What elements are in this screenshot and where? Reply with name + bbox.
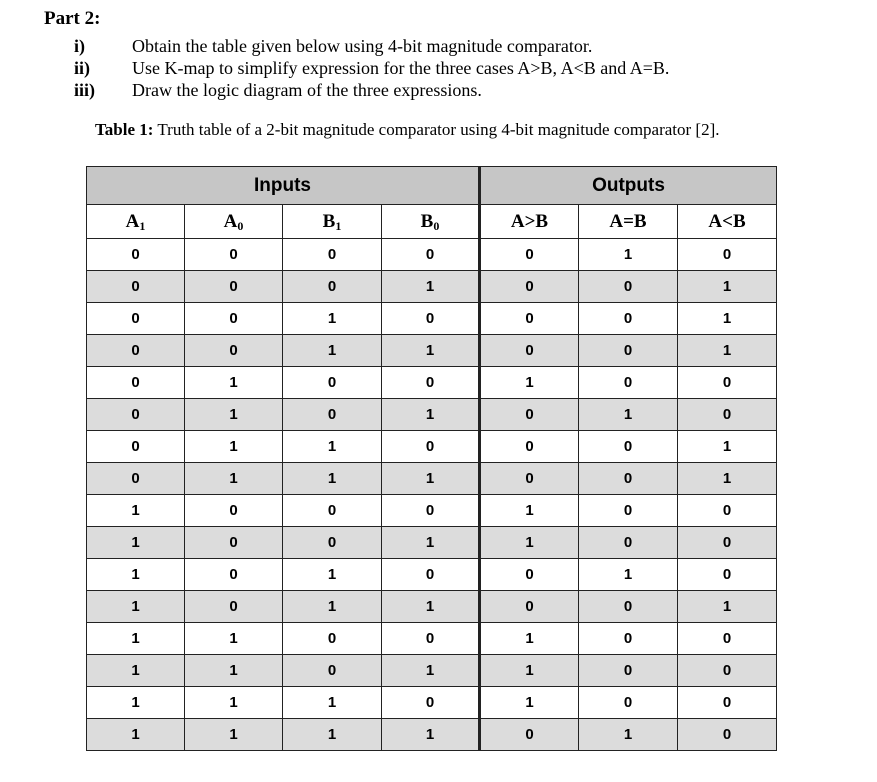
table-row (87, 687, 777, 719)
table-cell: 0 (185, 527, 283, 559)
table-cell: 0 (87, 271, 185, 303)
table-cell: 1 (382, 271, 480, 303)
table-cell: 0 (579, 431, 678, 463)
table-cell: 0 (283, 367, 382, 399)
table-cell: 0 (480, 559, 579, 591)
table-cell: 0 (87, 239, 185, 271)
table-cell: 1 (185, 623, 283, 655)
table-cell: 0 (678, 527, 777, 559)
outputs-header: Outputs (480, 167, 777, 205)
column-header: A<B (678, 205, 777, 239)
table-cell: 0 (480, 271, 579, 303)
table-cell: 1 (678, 431, 777, 463)
table-cell: 0 (579, 623, 678, 655)
table-cell: 1 (185, 687, 283, 719)
table-cell: 1 (185, 399, 283, 431)
table-cell: 1 (480, 623, 579, 655)
table-cell: 0 (382, 495, 480, 527)
table-cell: 0 (185, 591, 283, 623)
task-number: ii) (74, 58, 90, 78)
table-row (87, 367, 777, 399)
table-cell: 0 (382, 303, 480, 335)
table-cell: 0 (382, 623, 480, 655)
table-row (87, 591, 777, 623)
column-header: $A_1$ (87, 205, 185, 239)
table-cell: 1 (87, 591, 185, 623)
table-cell: 1 (382, 719, 480, 751)
table-cell: 1 (678, 463, 777, 495)
truth-table (86, 166, 777, 751)
table-cell: 0 (87, 303, 185, 335)
table-cell: 1 (185, 367, 283, 399)
table-cell: 0 (579, 463, 678, 495)
table-cell: 1 (678, 303, 777, 335)
table-cell: 0 (382, 239, 480, 271)
table-cell: 1 (283, 591, 382, 623)
table-cell: 1 (382, 591, 480, 623)
table-cell: 0 (382, 559, 480, 591)
table-row (87, 399, 777, 431)
table-cell: 0 (678, 687, 777, 719)
table-cell: 1 (87, 655, 185, 687)
table-cell: 0 (185, 559, 283, 591)
table-cell: 0 (185, 239, 283, 271)
task-number: iii) (74, 80, 95, 100)
task-text: Use K-map to simplify expression for the three cases A>B, A<B and A=B. (132, 58, 670, 78)
table-cell: 0 (480, 591, 579, 623)
table-cell: 0 (579, 367, 678, 399)
table-cell: 0 (678, 495, 777, 527)
table-cell: 0 (579, 527, 678, 559)
table-cell: 1 (87, 495, 185, 527)
task-text: Draw the logic diagram of the three expressions. (132, 80, 482, 100)
table-cell: 0 (185, 303, 283, 335)
column-header-row (87, 205, 777, 239)
table-cell: 0 (382, 431, 480, 463)
table-cell: 1 (185, 463, 283, 495)
truth-table-body (87, 239, 777, 751)
table-cell: 1 (87, 623, 185, 655)
table-cell: 0 (87, 335, 185, 367)
table-cell: 0 (382, 367, 480, 399)
table-row (87, 271, 777, 303)
table-cell: 1 (185, 431, 283, 463)
table-row (87, 239, 777, 271)
table-cell: 0 (87, 399, 185, 431)
table-cell: 1 (382, 335, 480, 367)
table-row (87, 303, 777, 335)
column-header: $A_0$ (185, 205, 283, 239)
table-cell: 0 (283, 527, 382, 559)
table-cell: 1 (185, 655, 283, 687)
table-cell: 0 (678, 623, 777, 655)
table-cell: 0 (283, 271, 382, 303)
table-cell: 0 (678, 655, 777, 687)
table-row (87, 335, 777, 367)
table-cell: 1 (382, 399, 480, 431)
column-header: A>B (480, 205, 579, 239)
table-cell: 1 (87, 719, 185, 751)
column-header: $B_0$ (382, 205, 480, 239)
table-cell: 0 (678, 239, 777, 271)
inputs-header: Inputs (87, 167, 480, 205)
table-cell: 1 (579, 559, 678, 591)
table-cell: 0 (579, 303, 678, 335)
table-row (87, 623, 777, 655)
table-row (87, 559, 777, 591)
table-cell: 0 (283, 495, 382, 527)
table-cell: 1 (283, 719, 382, 751)
table-cell: 1 (480, 655, 579, 687)
table-cell: 1 (283, 335, 382, 367)
table-cell: 0 (480, 303, 579, 335)
table-cell: 1 (87, 559, 185, 591)
table-cell: 0 (480, 399, 579, 431)
table-cell: 1 (678, 335, 777, 367)
table-cell: 1 (283, 687, 382, 719)
table-cell: 1 (480, 527, 579, 559)
table-cell: 0 (480, 431, 579, 463)
table-row (87, 527, 777, 559)
table-cell: 0 (579, 591, 678, 623)
table-cell: 0 (678, 559, 777, 591)
table-cell: 1 (283, 431, 382, 463)
table-cell: 0 (579, 655, 678, 687)
task-text: Obtain the table given below using 4-bit magnitude comparator. (132, 36, 593, 56)
table-caption (95, 120, 720, 140)
table-cell: 1 (579, 399, 678, 431)
table-cell: 1 (283, 559, 382, 591)
table-row (87, 655, 777, 687)
table-cell: 0 (480, 463, 579, 495)
table-cell: 0 (382, 687, 480, 719)
table-cell: 1 (480, 495, 579, 527)
table-cell: 1 (185, 719, 283, 751)
table-cell: 0 (185, 335, 283, 367)
table-cell: 1 (678, 271, 777, 303)
table-cell: 1 (480, 367, 579, 399)
table-cell: 0 (480, 239, 579, 271)
table-cell: 0 (283, 239, 382, 271)
table-cell: 1 (480, 687, 579, 719)
table-cell: 0 (185, 271, 283, 303)
table-cell: 1 (678, 591, 777, 623)
table-cell: 0 (185, 495, 283, 527)
table-row (87, 431, 777, 463)
part-title: Part 2: (44, 8, 101, 29)
table-cell: 0 (579, 335, 678, 367)
table-cell: 1 (579, 719, 678, 751)
table-cell: 0 (678, 367, 777, 399)
table-cell: 1 (579, 239, 678, 271)
table-cell: 0 (579, 271, 678, 303)
table-cell: 0 (87, 367, 185, 399)
table-cell: 1 (87, 527, 185, 559)
table-cell: 0 (87, 463, 185, 495)
table-cell: 0 (283, 399, 382, 431)
table-cell: 0 (579, 495, 678, 527)
column-header: $B_1$ (283, 205, 382, 239)
table-cell: 1 (382, 463, 480, 495)
caption-label: Table 1: (95, 120, 154, 139)
table-cell: 0 (480, 719, 579, 751)
table-row (87, 463, 777, 495)
table-cell: 0 (678, 399, 777, 431)
table-cell: 0 (283, 623, 382, 655)
table-cell: 1 (382, 527, 480, 559)
table-cell: 0 (87, 431, 185, 463)
column-header: A=B (579, 205, 678, 239)
table-row (87, 495, 777, 527)
task-number: i) (74, 36, 85, 56)
table-cell: 0 (480, 335, 579, 367)
table-cell: 1 (283, 463, 382, 495)
table-row (87, 719, 777, 751)
table-cell: 1 (87, 687, 185, 719)
table-cell: 0 (283, 655, 382, 687)
table-cell: 0 (678, 719, 777, 751)
table-cell: 1 (382, 655, 480, 687)
table-cell: 0 (579, 687, 678, 719)
table-cell: 1 (283, 303, 382, 335)
caption-text: Truth table of a 2-bit magnitude comparator using 4-bit magnitude comparator [2]. (157, 120, 720, 139)
